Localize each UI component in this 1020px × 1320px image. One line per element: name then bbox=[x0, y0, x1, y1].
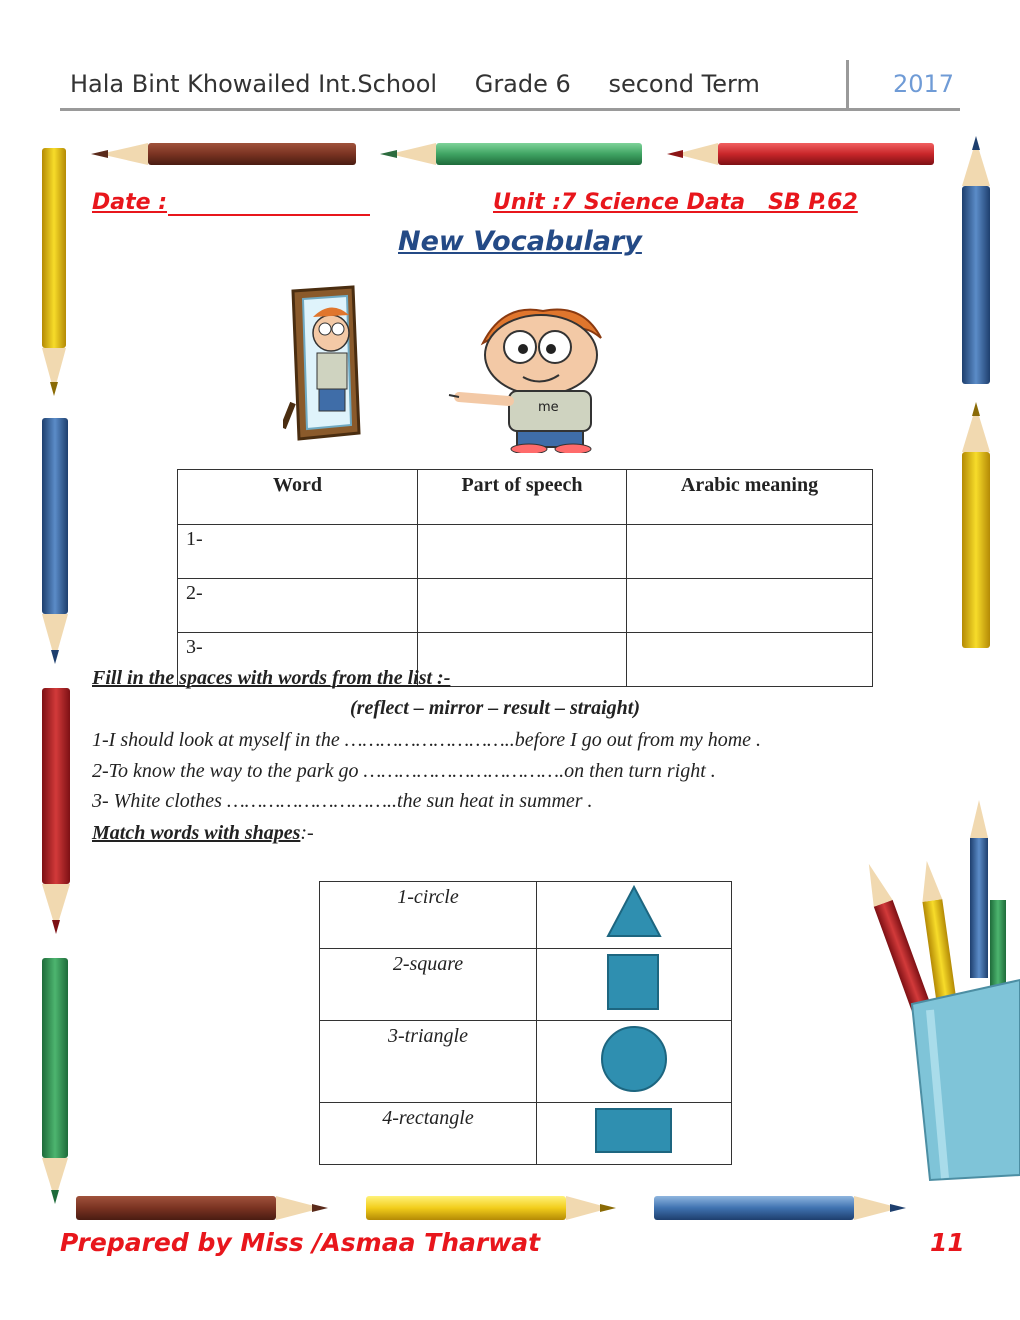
fill-in-heading: Fill in the spaces with words from the list :- bbox=[92, 667, 451, 689]
vocab-header-row bbox=[178, 470, 873, 525]
page-number: 11 bbox=[930, 1228, 965, 1257]
term: second Term bbox=[608, 70, 760, 98]
pencil-brown-bottom bbox=[76, 1196, 328, 1220]
match-heading-text: Match words with shapes bbox=[92, 822, 301, 844]
pencil-blue-left bbox=[42, 418, 68, 664]
vocabulary-table bbox=[177, 469, 873, 687]
date-blank-line bbox=[168, 214, 370, 216]
col-word: Word bbox=[178, 470, 418, 525]
pencil-brown-top bbox=[91, 143, 356, 165]
triangle-shape-icon bbox=[604, 884, 664, 940]
shape-cell[interactable] bbox=[537, 1021, 732, 1103]
cartoon-boy bbox=[449, 310, 601, 453]
blank-cell[interactable] bbox=[627, 633, 873, 687]
match-word: 2-square bbox=[320, 949, 537, 1021]
boy-mirror-illustration bbox=[283, 283, 769, 453]
header-rule bbox=[60, 108, 960, 111]
match-heading bbox=[92, 822, 314, 845]
page-title: New Vocabulary bbox=[398, 226, 642, 257]
pencil-yellow-bottom bbox=[366, 1196, 616, 1220]
match-word: 4-rectangle bbox=[320, 1103, 537, 1165]
pencil-green-top bbox=[380, 143, 642, 165]
shirt-text: me bbox=[538, 400, 559, 415]
pencil-yellow-right bbox=[962, 402, 990, 648]
pencil-blue-right bbox=[962, 136, 990, 384]
blank-cell[interactable] bbox=[627, 579, 873, 633]
row-number: 3- bbox=[178, 633, 418, 687]
table-row bbox=[178, 579, 873, 633]
match-word: 1-circle bbox=[320, 882, 537, 949]
date-label: Date : bbox=[92, 190, 168, 215]
header-divider bbox=[846, 60, 849, 110]
header bbox=[70, 70, 790, 98]
circle-shape-icon bbox=[599, 1024, 669, 1094]
unit-title: Unit :7 Science Data SB P.62 bbox=[493, 190, 858, 215]
match-word: 3-triangle bbox=[320, 1021, 537, 1103]
pencil-blue-bottom bbox=[654, 1196, 906, 1220]
square-shape-icon bbox=[606, 953, 662, 1011]
pencil-red-left bbox=[42, 688, 70, 934]
sentence-3: 3- White clothes ………………………..the sun heat in summer . bbox=[92, 790, 593, 812]
table-row bbox=[320, 1021, 732, 1103]
blank-cell[interactable] bbox=[418, 579, 627, 633]
shapes-match-table bbox=[319, 881, 732, 1165]
sentence-1: 1-I should look at myself in the ………………………..before I go out from my home . bbox=[92, 729, 762, 751]
col-arabic-meaning: Arabic meaning bbox=[627, 470, 873, 525]
table-row bbox=[320, 1103, 732, 1165]
table-row bbox=[178, 525, 873, 579]
shape-cell[interactable] bbox=[537, 1103, 732, 1165]
sentence-2: 2-To know the way to the park go …………………………….on then turn right . bbox=[92, 760, 716, 782]
school-name: Hala Bint Khowailed Int.School bbox=[70, 70, 438, 98]
col-part-of-speech: Part of speech bbox=[418, 470, 627, 525]
year: 2017 bbox=[893, 70, 955, 98]
word-list: (reflect – mirror – result – straight) bbox=[350, 697, 641, 719]
pencil-red-top bbox=[667, 143, 934, 165]
pencil-cup bbox=[859, 800, 1020, 1180]
pencil-green-left bbox=[42, 958, 68, 1204]
match-heading-suffix: :- bbox=[300, 822, 314, 844]
shape-cell[interactable] bbox=[537, 949, 732, 1021]
blank-cell[interactable] bbox=[627, 525, 873, 579]
row-number: 1- bbox=[178, 525, 418, 579]
table-row bbox=[320, 949, 732, 1021]
table-row bbox=[320, 882, 732, 949]
pencil-yellow-left bbox=[42, 148, 66, 396]
prepared-by: Prepared by Miss /Asmaa Tharwat bbox=[60, 1228, 541, 1257]
grade: Grade 6 bbox=[474, 70, 571, 98]
rectangle-shape-icon bbox=[594, 1107, 674, 1155]
row-number: 2- bbox=[178, 579, 418, 633]
shape-cell[interactable] bbox=[537, 882, 732, 949]
blank-cell[interactable] bbox=[418, 525, 627, 579]
